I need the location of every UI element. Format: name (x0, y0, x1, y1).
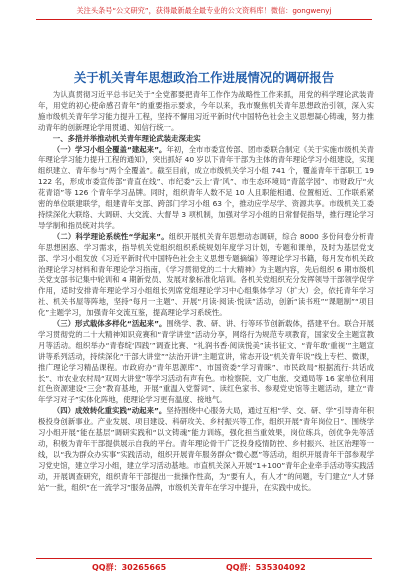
section-heading-1: 一、多措并举推动机关青年理论武装走深走实 (52, 133, 201, 143)
footer (0, 562, 408, 576)
paragraph-2-body: 组织开展机关青年思想动态调研，综合 8000 多份问卷分析青年思想困惑、学习需求，指导机关党组织组织系统规划年度学习计划，专题和课单，及时为基层党支部、学习小组发放《习近平新时代中国特色社会主义思想专题摘编》等理论学习书籍，每月发布机关政治理论学习材料和青年理论学习指南，《学习贯彻党的二十大精神》为主题内容，先后组织 6 期市级机关党支部书记集中轮训和 4 期新党员、发展对象标准化培训。各机关党组织充分发挥领导干部领学促学作用，适时安排青年理论学习小组组长列席党组理论学习中心组集体学习（扩大）会，依托青年学习社、机关书屋等阵地，坚持“每月一主题”、开展“月读·阅读·悦读”活动，创新“读书班”“课题制”“项目化”主题学习，加强青年交流互鉴，提高理论学习系统性。 (38, 231, 374, 318)
header-divider (36, 19, 372, 20)
paragraph-3-body: 围绕学、教、研、讲、行等环节创新载体，搭建平台。联合开展学习贯彻党的二十大精神知识竞赛和“青学讲堂”活动分享，网络行为规范专项教育，国家安全主题宣教月等活动。组织举办“青春绽‘四践’”调查比赛、“礼润书香·阅读悦美”读书征文、“青年敢‘重视’”主题宣讲等系列活动，持续深化“干部大讲堂”“法治开讲”主题宣讲，常态开设“机关青年说”线上专栏、微课，推广理论学习精品课程。市政府办“青年思源库”、市国资委“学习青睐”、市民政局“根据流行·共话成长”、市农业农村局“双周大讲堂”等学习活动有声有色。市检察院、文广电旅、交通局等 16 家单位利用红色资源建设“三会”教育基地，开展“重温入党誓词”、读红色家书、参观党史馆等主题活动，建立“青年学习对子”实体化阵地，使理论学习更有温度、接地气。 (38, 319, 375, 405)
intro-paragraph: 为认真贯彻习近平总书记关于“全党都要把青年工作作为战略性工作来抓，用党的科学理论武装青年，用党的初心使命感召青年”的重要指示要求，今年以来，我市聚焦机关青年思想政治引领，深入实施市级机关青年学习能力提升工程，坚持不懈用习近平新时代中国特色社会主义思想凝心铸魂，努力推动青年的创新理论学用贯通、知信行统一。 (38, 90, 374, 132)
qq-group-right: QQ群：535304092 (226, 563, 306, 572)
subheading-2: （二）科学理论系统性“学起来”。 (52, 231, 169, 241)
subheading-4: （四）成效转化重实践“动起来”。 (52, 406, 167, 416)
paragraph-1 (38, 145, 374, 232)
paragraph-4 (38, 406, 374, 493)
paragraph-2 (38, 232, 374, 319)
promo-banner: 关注头条号“公文研究”，获得最新最全最专业的公文资料库！微信：gongwenyj (76, 6, 332, 15)
qq-group-left: QQ群：30265665 (92, 563, 167, 572)
document-body (38, 90, 374, 494)
paragraph-1-body: 年初，全市市委宣传部、团市委联合制定《关于实施市级机关青年理论学习能力提升工程的通知》，突出抓好 40 岁以下青年干部为主体的青年理论学习小组建设，实现组织建立、青年参与“两个全覆盖”。截至目前，成立市级机关学习小组 741 个，覆盖青年干部职工 19122 名，形成市委宣传部“青直在线”、市纪委“云上‘青’风”、市生态环境局“青蓝学园”、市财政厅“火花青语”等 126 个青年学习品牌。同时，组织青年人数不足 10 人且职能相通、位置相近、工作联系紧密的单位联建联学，组建青年支部、跨部门学习小组 63 个，推动应学尽学、资源共享。市级机关工委持续深化大联络、大调研、大交流、大督导 3 项机制，加强对学习小组的日常督促指导，推行理论学习导学制和指员统对共学。 (38, 144, 374, 230)
subheading-3: （三）形式载体多样化“活起来”。 (52, 319, 167, 329)
subheading-1: （一）学习小组全覆盖“建起来”。 (52, 144, 167, 154)
paragraph-3 (38, 319, 374, 406)
footer-divider (36, 558, 372, 559)
paragraph-4-body: 坚持围绕中心服务大局，通过互相“学、交、研、学”引导青年积极投身创新事业。产业发展、项目建设、科研攻关、乡村振兴等工作，组织开展“青年岗位日”、围绕学习小组开展“能在基层”调研实践和“以文铸魂”能力训练，强化担当重效果，岗位练兵，创优争先等活动，积极为青年干部提供展示自我的平台。青年理论骨干广泛投身疫情防控、乡村振兴、社区治理等一线，以“我为群众办实事”实践活动，组织开展青年服务群众“微心愿”等活动，组织开展青年干部参观学习党史馆，建立学习小组，建立学习活动基地。市直机关深入开展“1+100”青年企业牵手活动等实践活动，开展调查研究，组织青年干部提出一批操作性高，为“要有人，有人才”的问题，专门建立“人才驿站”一批，组织“在一流学习”服务品牌，市级机关青年在学习中提升，在实践中成长。 (38, 406, 374, 492)
document-title: 关于机关青年思想政治工作进展情况的调研报告 (73, 70, 335, 85)
